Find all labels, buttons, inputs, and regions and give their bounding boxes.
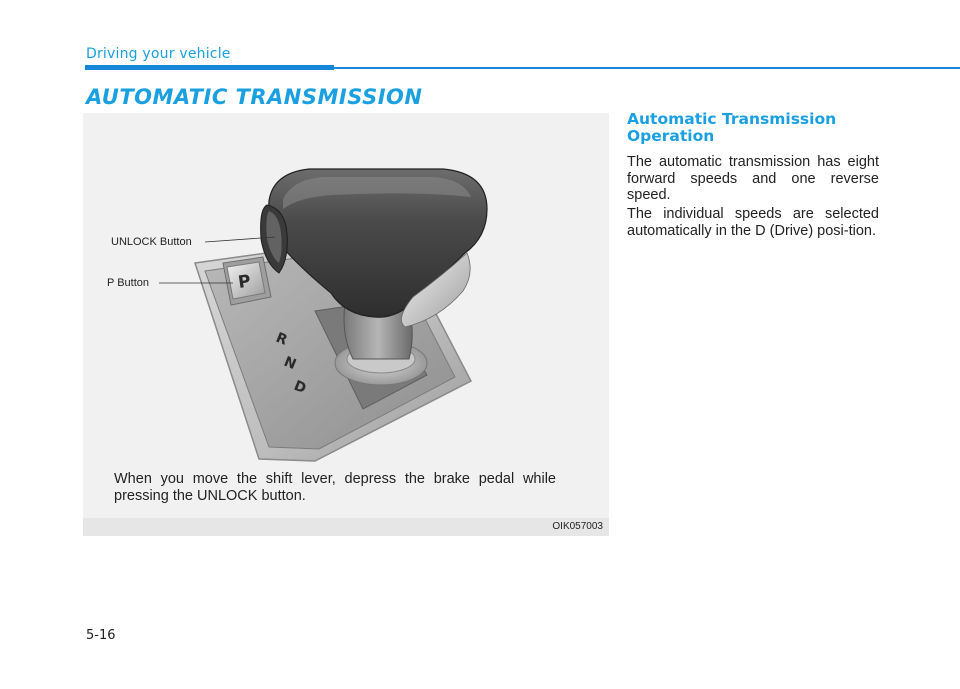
gear-d: D — [291, 377, 309, 398]
page-number: 5-16 — [86, 628, 116, 643]
gear-n: N — [281, 353, 299, 374]
unlock-button-callout: UNLOCK Button — [111, 236, 192, 248]
shift-lever-figure — [83, 113, 609, 536]
gear-r: R — [273, 329, 290, 349]
figure-code: OIK057003 — [552, 521, 603, 532]
subsection-heading: Automatic Transmission Operation — [627, 110, 837, 145]
figure-caption: When you move the shift lever, depress the brake pedal while pressing the UNLOCK button. — [114, 471, 556, 504]
header-accent-bar — [85, 65, 334, 70]
p-button-callout: P Button — [107, 277, 149, 289]
page-title: AUTOMATIC TRANSMISSION — [86, 85, 423, 109]
paragraph-1: The automatic transmission has eight forward speeds and one reverse speed. — [627, 154, 879, 203]
header-rule — [334, 67, 960, 69]
paragraph-2: The individual speeds are selected automatically in the D (Drive) posi-tion. — [627, 206, 879, 239]
section-header: Driving your vehicle — [86, 46, 231, 62]
gear-p: P — [236, 271, 253, 293]
figure-code-strip — [83, 518, 609, 536]
